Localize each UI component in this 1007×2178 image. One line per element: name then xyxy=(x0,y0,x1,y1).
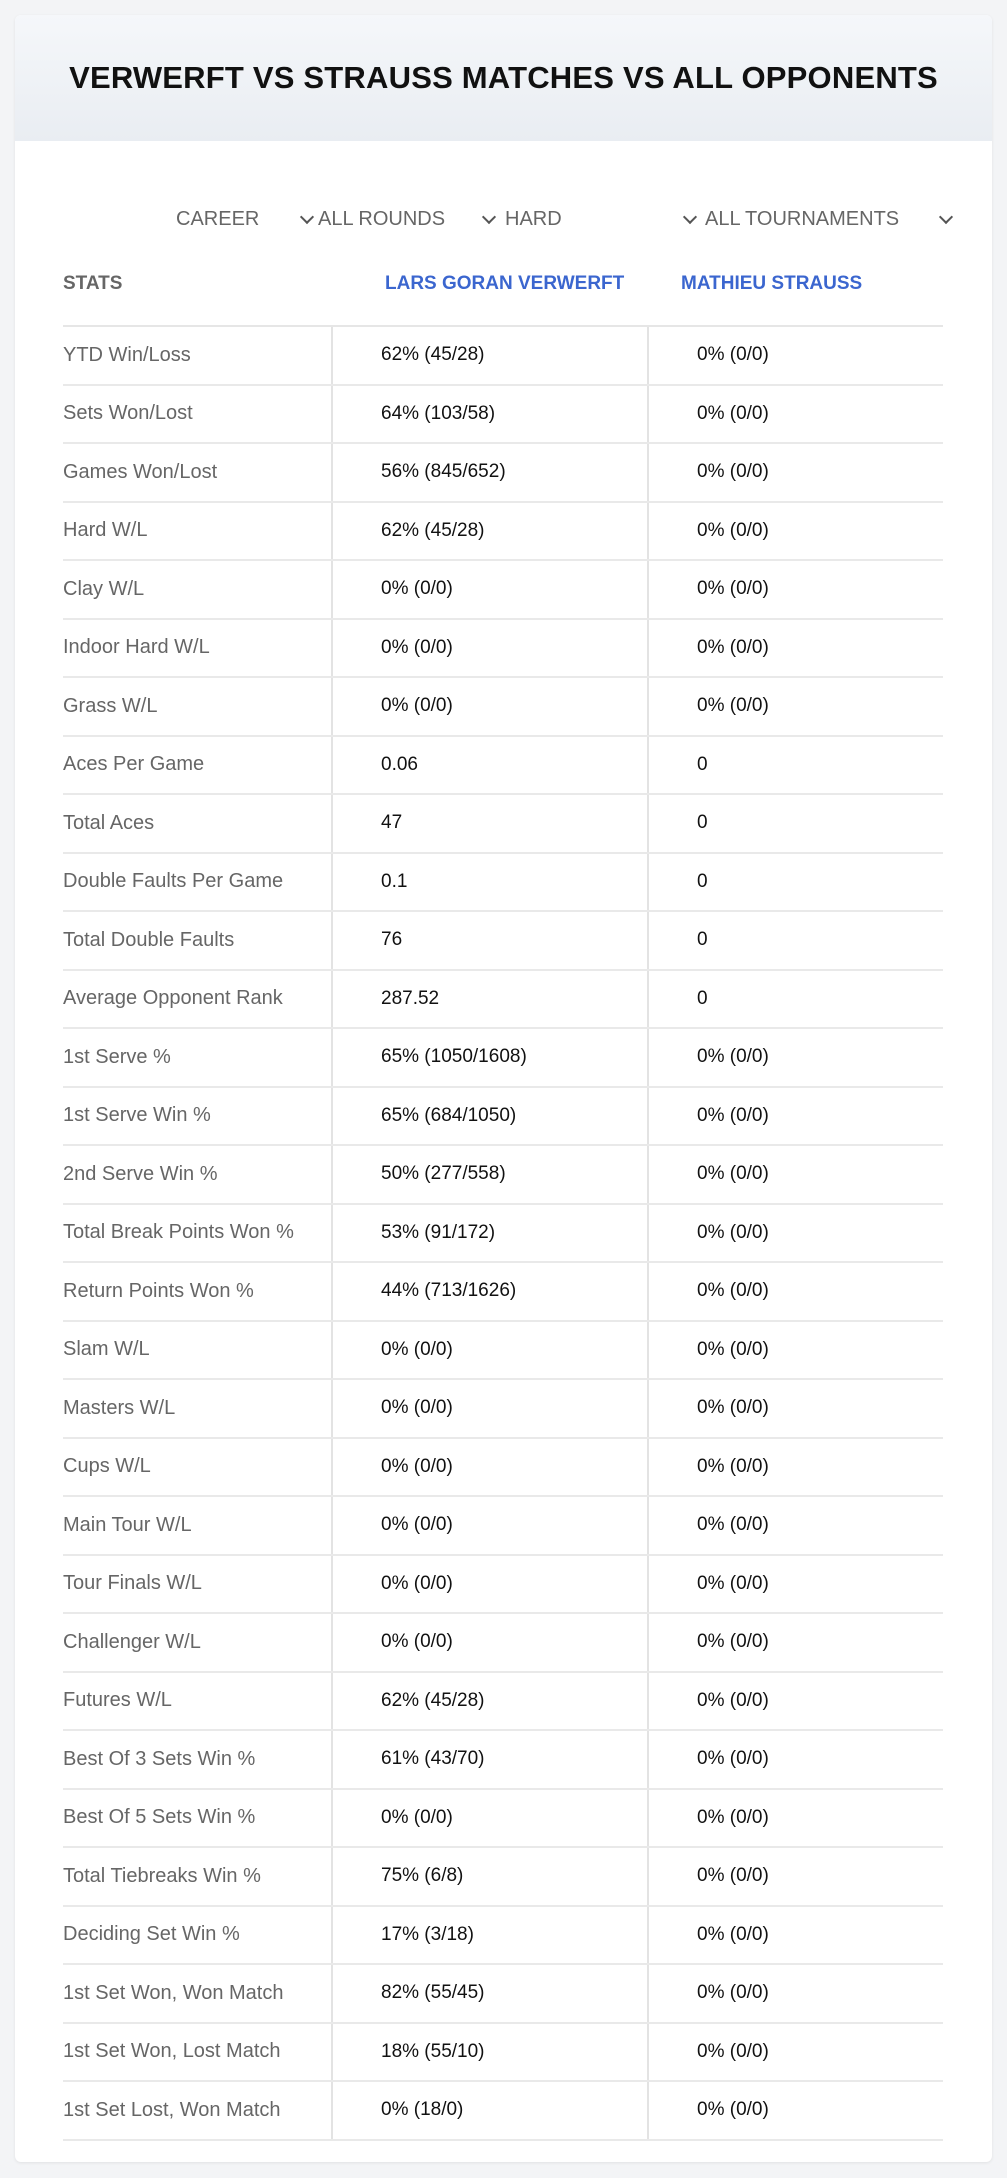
player1-stat-value: 18% (55/10) xyxy=(331,2024,647,2081)
player1-column-header[interactable]: LARS GORAN VERWERFT xyxy=(385,273,625,294)
player1-stat-value: 50% (277/558) xyxy=(331,1146,647,1203)
surface-select-value: HARD xyxy=(505,207,562,230)
player1-stat-value: 53% (91/172) xyxy=(331,1205,647,1262)
stat-label: Double Faults Per Game xyxy=(63,870,284,893)
chevron-down-icon xyxy=(300,210,314,224)
player2-stat-value: 0 xyxy=(647,737,943,794)
stats-card xyxy=(15,15,992,2162)
table-row xyxy=(63,503,943,562)
stat-label: Games Won/Lost xyxy=(63,460,218,483)
table-row xyxy=(63,1263,943,1322)
stat-label: 1st Serve % xyxy=(63,1045,171,1068)
player1-stat-value: 65% (684/1050) xyxy=(331,1088,647,1145)
period-select-value: CAREER xyxy=(176,207,260,230)
player2-stat-value: 0% (0/0) xyxy=(647,1907,943,1964)
filters-bar xyxy=(15,189,992,249)
player2-stat-value: 0% (0/0) xyxy=(647,1556,943,1613)
stat-label: Grass W/L xyxy=(63,694,158,717)
table-row xyxy=(63,1790,943,1849)
player2-stat-value: 0% (0/0) xyxy=(647,1322,943,1379)
player2-stat-value: 0% (0/0) xyxy=(647,2024,943,2081)
player1-stat-value: 82% (55/45) xyxy=(331,1965,647,2022)
player2-stat-value: 0% (0/0) xyxy=(647,1497,943,1554)
player1-stat-value: 56% (845/652) xyxy=(331,444,647,501)
player1-stat-value: 76 xyxy=(331,912,647,969)
table-row xyxy=(63,1146,943,1205)
table-row xyxy=(63,1439,943,1498)
stat-label: Deciding Set Win % xyxy=(63,1923,240,1946)
table-row xyxy=(63,1205,943,1264)
player2-stat-value: 0% (0/0) xyxy=(647,1790,943,1847)
player1-stat-value: 47 xyxy=(331,795,647,852)
player2-stat-value: 0 xyxy=(647,854,943,911)
table-row xyxy=(63,1322,943,1381)
player1-stat-value: 0% (0/0) xyxy=(331,1439,647,1496)
player1-stat-value: 0% (0/0) xyxy=(331,561,647,618)
stat-label: Total Break Points Won % xyxy=(63,1221,294,1244)
stat-label: 1st Set Won, Won Match xyxy=(63,1981,284,2004)
player1-stat-value: 62% (45/28) xyxy=(331,327,647,384)
player2-stat-value: 0% (0/0) xyxy=(647,561,943,618)
round-select-value: ALL ROUNDS xyxy=(318,207,446,230)
player1-stat-value: 62% (45/28) xyxy=(331,503,647,560)
round-select[interactable] xyxy=(318,189,501,249)
table-row xyxy=(63,2024,943,2083)
tournament-select-value: ALL TOURNAMENTS xyxy=(705,207,900,230)
stat-label: 1st Set Lost, Won Match xyxy=(63,2098,281,2121)
player2-stat-value: 0% (0/0) xyxy=(647,1205,943,1262)
table-row xyxy=(63,1029,943,1088)
player2-stat-value: 0% (0/0) xyxy=(647,2082,943,2139)
player2-stat-value: 0% (0/0) xyxy=(647,1673,943,1730)
player2-stat-value: 0% (0/0) xyxy=(647,327,943,384)
player1-stat-value: 62% (45/28) xyxy=(331,1673,647,1730)
table-row xyxy=(63,2082,943,2141)
table-row xyxy=(63,1380,943,1439)
player1-stat-value: 65% (1050/1608) xyxy=(331,1029,647,1086)
player1-stat-value: 61% (43/70) xyxy=(331,1731,647,1788)
player1-stat-value: 75% (6/8) xyxy=(331,1848,647,1905)
table-row xyxy=(63,795,943,854)
player1-stat-value: 0% (0/0) xyxy=(331,1790,647,1847)
stat-label: Main Tour W/L xyxy=(63,1513,192,1536)
player2-stat-value: 0% (0/0) xyxy=(647,1848,943,1905)
player1-stat-value: 0% (0/0) xyxy=(331,1556,647,1613)
stat-label: Sets Won/Lost xyxy=(63,402,193,425)
player1-stat-value: 0% (0/0) xyxy=(331,1380,647,1437)
player2-stat-value: 0% (0/0) xyxy=(647,1614,943,1671)
player2-stat-value: 0 xyxy=(647,795,943,852)
stat-label: Total Double Faults xyxy=(63,928,235,951)
table-row xyxy=(63,678,943,737)
stat-label: 1st Set Won, Lost Match xyxy=(63,2040,281,2063)
table-row xyxy=(63,1673,943,1732)
player1-stat-value: 0.06 xyxy=(331,737,647,794)
stat-label: Tour Finals W/L xyxy=(63,1572,202,1595)
stat-label: YTD Win/Loss xyxy=(63,343,191,366)
player1-stat-value: 0.1 xyxy=(331,854,647,911)
tournament-select[interactable] xyxy=(705,189,961,249)
player1-stat-value: 64% (103/58) xyxy=(331,386,647,443)
player1-stat-value: 0% (0/0) xyxy=(331,678,647,735)
player2-stat-value: 0 xyxy=(647,912,943,969)
period-select[interactable] xyxy=(176,189,316,249)
table-body xyxy=(63,327,943,2141)
table-row xyxy=(63,561,943,620)
player1-stat-value: 17% (3/18) xyxy=(331,1907,647,1964)
player2-column-header[interactable]: MATHIEU STRAUSS xyxy=(681,273,863,294)
stat-label: 2nd Serve Win % xyxy=(63,1162,218,1185)
card-header xyxy=(15,15,992,141)
stat-label: Futures W/L xyxy=(63,1689,172,1712)
stat-label: Best Of 5 Sets Win % xyxy=(63,1806,256,1829)
table-row xyxy=(63,1556,943,1615)
chevron-down-icon xyxy=(683,210,697,224)
player2-stat-value: 0 xyxy=(647,971,943,1028)
stat-label: Aces Per Game xyxy=(63,753,205,776)
player2-stat-value: 0% (0/0) xyxy=(647,678,943,735)
stats-column-header: STATS xyxy=(63,273,123,294)
table-row xyxy=(63,386,943,445)
player2-stat-value: 0% (0/0) xyxy=(647,1439,943,1496)
stat-label: Total Tiebreaks Win % xyxy=(63,1864,261,1887)
player2-stat-value: 0% (0/0) xyxy=(647,444,943,501)
table-row xyxy=(63,620,943,679)
player1-stat-value: 0% (0/0) xyxy=(331,1614,647,1671)
player2-stat-value: 0% (0/0) xyxy=(647,503,943,560)
player2-stat-value: 0% (0/0) xyxy=(647,620,943,677)
stat-label: Cups W/L xyxy=(63,1455,151,1478)
table-row xyxy=(63,971,943,1030)
stat-label: Clay W/L xyxy=(63,577,145,600)
player1-stat-value: 0% (0/0) xyxy=(331,1497,647,1554)
stat-label: Hard W/L xyxy=(63,519,148,542)
table-row xyxy=(63,1497,943,1556)
table-row xyxy=(63,1848,943,1907)
table-row xyxy=(63,1907,943,1966)
player2-stat-value: 0% (0/0) xyxy=(647,1088,943,1145)
table-row xyxy=(63,912,943,971)
page-title: VERWERFT VS STRAUSS MATCHES VS ALL OPPONENTS xyxy=(69,60,938,95)
table-row xyxy=(63,737,943,796)
player2-stat-value: 0% (0/0) xyxy=(647,1731,943,1788)
player1-stat-value: 287.52 xyxy=(331,971,647,1028)
table-row xyxy=(63,1614,943,1673)
table-row xyxy=(63,1965,943,2024)
player1-stat-value: 44% (713/1626) xyxy=(331,1263,647,1320)
table-row xyxy=(63,444,943,503)
stat-label: Masters W/L xyxy=(63,1396,176,1419)
table-row xyxy=(63,327,943,386)
table-row xyxy=(63,1731,943,1790)
stat-label: Best Of 3 Sets Win % xyxy=(63,1747,256,1770)
player2-stat-value: 0% (0/0) xyxy=(647,1380,943,1437)
player2-stat-value: 0% (0/0) xyxy=(647,1263,943,1320)
surface-select[interactable] xyxy=(505,189,702,249)
player1-stat-value: 0% (0/0) xyxy=(331,1322,647,1379)
chevron-down-icon xyxy=(939,210,953,224)
table-row xyxy=(63,854,943,913)
stats-table xyxy=(63,249,943,2141)
player2-stat-value: 0% (0/0) xyxy=(647,1146,943,1203)
player2-stat-value: 0% (0/0) xyxy=(647,386,943,443)
table-row xyxy=(63,1088,943,1147)
stat-label: Indoor Hard W/L xyxy=(63,636,210,659)
stat-label: Return Points Won % xyxy=(63,1279,254,1302)
player2-stat-value: 0% (0/0) xyxy=(647,1029,943,1086)
chevron-down-icon xyxy=(482,210,496,224)
table-header xyxy=(63,249,943,327)
stat-label: Total Aces xyxy=(63,811,155,834)
stat-label: Average Opponent Rank xyxy=(63,987,283,1010)
player2-stat-value: 0% (0/0) xyxy=(647,1965,943,2022)
player1-stat-value: 0% (18/0) xyxy=(331,2082,647,2139)
stat-label: Challenger W/L xyxy=(63,1630,201,1653)
player1-stat-value: 0% (0/0) xyxy=(331,620,647,677)
stat-label: 1st Serve Win % xyxy=(63,1104,211,1127)
stat-label: Slam W/L xyxy=(63,1338,150,1361)
